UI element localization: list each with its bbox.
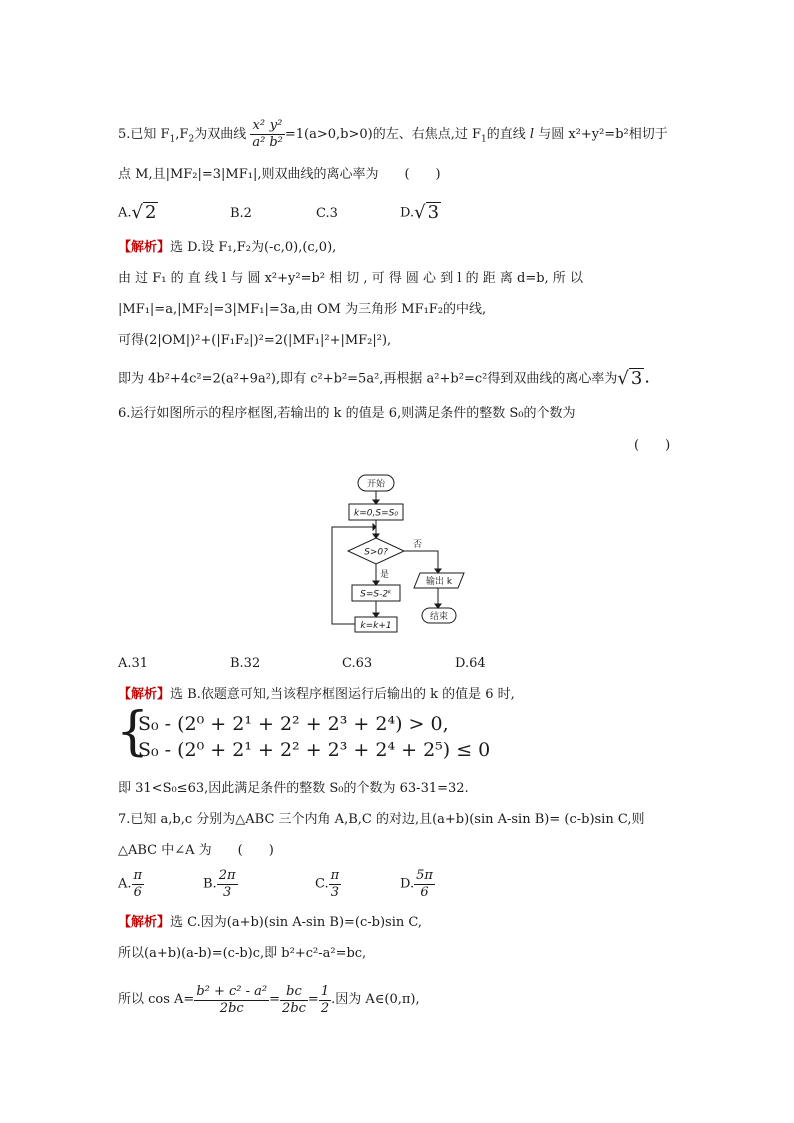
q6-answer-paren: ( ) [634,438,671,453]
q5-analysis-5: 即为 4b²+4c²=2(a²+9a²),即有 c²+b²=5a²,再根据 a²+b²=c²得到双曲线的离心率为√ 3 . [118,366,651,389]
q5-option-c[interactable]: C.3 [316,206,338,221]
flow-start-label: 开始 [366,479,386,490]
q5-option-d[interactable]: D.√ 3 [400,202,440,223]
q5-line2: 点 M,且|MF₂|=3|MF₁|,则双曲线的离心率为 ( ) [118,167,441,182]
analysis-tag: 【解析】 [118,240,171,255]
q6-analysis-1: 【解析】选 B.依题意可知,当该程序框图运行后输出的 k 的值是 6 时, [118,687,515,702]
flow-end-label: 结束 [429,612,449,622]
q7-analysis-3: 所以 cos A= $\frac{\text{b² + c² - a²}}{2bc}$ = $\frac{bc}{2bc}$ = $\frac{1}{2}$ .因为 A∈(0,π), [118,983,420,1016]
q7-analysis-1: 【解析】选 C.因为(a+b)(sin A-sin B)=(c-b)sin C, [118,915,422,930]
fraction-x2-a2: $\frac{\text{x²}}{\text{a²}}$ [252,118,266,150]
fraction-y2-b2: $\frac{\text{y²}}{\text{b²}}$ [269,118,283,150]
q6-analysis-2: 即 31<S₀≤63,因此满足条件的整数 S₀的个数为 63-31=32. [118,781,469,796]
q7-option-d[interactable]: D. $\frac{5\pi}{6}$ [400,868,433,900]
q7-option-a[interactable]: A. $\frac{\pi}{6}$ [118,868,143,900]
flow-init-label: k=0,S=S₀ [354,508,398,519]
q5-analysis-1: 【解析】选 D.设 F₁,F₂为(-c,0),(c,0), [118,240,337,255]
q7-analysis-2: 所以(a+b)(a-b)=(c-b)c,即 b²+c²-a²=bc, [118,946,367,961]
fraction-bc: $\frac{bc}{2bc}$ [282,983,306,1016]
system-brace: { [116,702,150,762]
flow-no-label: 否 [413,540,423,550]
q5-option-a[interactable]: A.√ 2 [118,202,157,223]
q6-system-line2: S₀ - (2⁰ + 2¹ + 2² + 2³ + 2⁴ + 2⁵) ≤ 0 [138,739,491,761]
q6-option-b[interactable]: B.32 [230,656,261,671]
q6-option-d[interactable]: D.64 [455,656,486,671]
sqrt-symbol: √ 3 [414,202,440,223]
q5-text: 5.已知 F [118,127,170,142]
var-l: l [529,127,535,142]
q7-option-c[interactable]: C. $\frac{\pi}{3}$ [315,868,340,900]
q5-analysis-3: |MF₁|=a,|MF₂|=3|MF₁|=3a,由 OM 为三角形 MF₁F₂的中线, [118,302,487,317]
q6-stem: 6.运行如图所示的程序框图,若输出的 k 的值是 6,则满足条件的整数 S₀的个数为 [118,406,576,421]
q5-analysis-4: 可得(2|OM|)²+(|F₁F₂|)²=2(|MF₁|²+|MF₂|²), [118,333,392,348]
flow-output-label: 输出 k [425,577,453,587]
q5-analysis-2: 由 过 F₁ 的 直 线 l 与 圆 x²+y²=b² 相 切 , 可 得 圆 心 到 l 的 距 离 d=b, 所 以 [118,271,583,286]
fraction-cos: $\frac{\text{b² + c² - a²}}{2bc}$ [196,983,268,1016]
subscript: 2 [188,134,195,145]
flowchart [320,468,480,638]
q7-stem-2: △ABC 中∠A 为 ( ) [118,843,274,858]
q7-option-b[interactable]: B. $\frac{2\pi}{3}$ [203,868,236,900]
flow-yes-label: 是 [380,570,390,580]
q6-option-a[interactable]: A.31 [118,656,149,671]
flow-inc-label: k=k+1 [360,621,392,631]
q6-system-line1: S₀ - (2⁰ + 2¹ + 2² + 2³ + 2⁴) > 0, [138,713,449,735]
subscript: 1 [480,134,487,145]
sqrt-symbol: √ 2 [131,202,157,223]
q6-option-c[interactable]: C.63 [342,656,373,671]
subscript: 1 [169,134,176,145]
sqrt-symbol: √ 3 [617,368,643,389]
q5-option-b[interactable]: B.2 [230,206,252,221]
flow-cond-label: S>0? [364,547,388,558]
q5-text: 的直线 [486,127,526,142]
q5-text: 与圆 x²+y²=b²相切于 [538,127,668,142]
q5-text: =1(a>0,b>0)的左、右焦点,过 F [284,127,481,142]
flow-update-label: S=S-2ᵏ [360,589,392,600]
analysis-tag: 【解析】 [118,915,171,930]
q7-stem-1: 7.已知 a,b,c 分别为△ABC 三个内角 A,B,C 的对边,且(a+b)(sin A-sin B)= (c-b)sin C,则 [118,812,645,827]
fraction-half: $\frac{1}{2}$ [320,983,330,1016]
q5-text: ,F [175,127,189,142]
q5-line1 [118,118,668,151]
analysis-tag: 【解析】 [118,687,171,702]
q5-text: 为双曲线 [194,127,247,142]
